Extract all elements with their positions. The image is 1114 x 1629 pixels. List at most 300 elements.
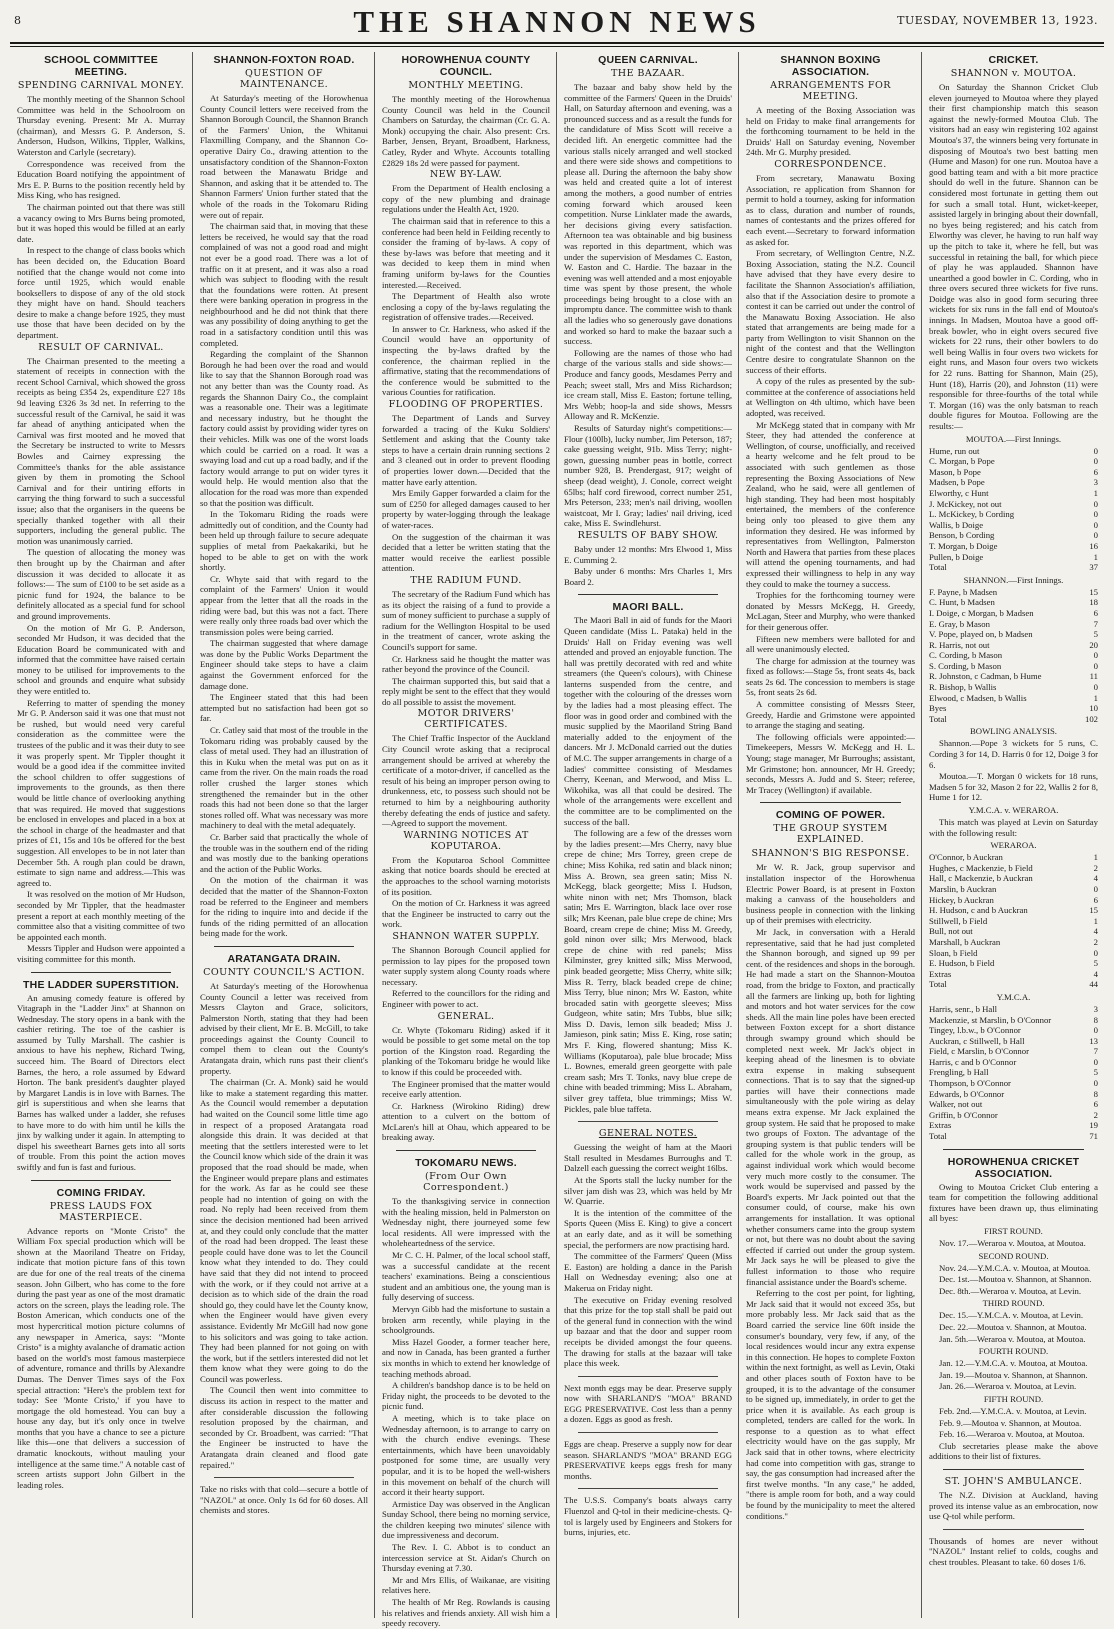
article-paragraph: The chairman pointed out that there was still a vacancy owing to Mrs Burns being promoted, but it was hoped this would be filled at an early date. [17,201,185,244]
scorecard-row [929,1131,1098,1142]
runs-value: 6 [1093,607,1098,618]
article-paragraph: Correspondence was received from the Education Board notifying the appointment of Mrs E. P. Burns to the position recently held by Miss King, who has resigned. [17,158,185,201]
runs-value: 6 [1093,894,1098,905]
scorecard-row [929,905,1098,916]
batsman-entry: S. Cording, b Mason [929,660,1002,671]
batsman-entry: R. Bishop, b Wallis [929,682,997,693]
article-paragraph: In answer to Cr. Harkness, who asked if the Council would have an opportunity of inspecting the by-laws drafted by the conference, the chairman replied in the affirmative, stating that the recommendations of the conference would be submitted to the various Counties for ratification. [382,323,550,398]
column-2 [192,52,375,1618]
runs-value: 0 [1093,660,1098,671]
scorecard-row [929,597,1098,608]
article-paragraph: The chairman suggested that where damage was done by the Public Works Department the Engineer should take steps to have a claim against the Government enforced for the damage done. [200,638,368,691]
scorecard [929,852,1098,990]
article-paragraph: Baby under 12 months: Mrs Elwood 1, Miss E. Cumming 2. [564,543,732,565]
article-subheading: (From Our Own Correspondent.) [423,1171,509,1194]
scorecard-row [929,1004,1098,1015]
scorecard-row [929,1025,1098,1036]
masthead [0,0,1114,40]
batsman-entry: Madsen, b Pope [929,477,985,488]
article-paragraph: At Saturday's meeting of the Horowhenua County Council letters were received from the Shannon Borough Council, the Shannon Branch of the Farmers' Union, the Whitanui Flaxmilling Company, and the Shannon Co-operative Dairy Co., drawing attention to the unsatisfactory condition of the Shannon-Foxton road between the Manawatu Bridge and Shannon, and asking that it be attended to. The Shannon Farmers' Union further stated that the whole of the roads in the Tokomaru Riding were out of repair. [200,93,368,220]
runs-value: 5 [1093,629,1098,640]
article-paragraph: Jan. 19.—Moutoa v. Shannon, at Shannon. [939,1369,1088,1380]
runs-value: 1 [1093,692,1098,703]
scorecard-row [929,714,1098,725]
columns-container [10,52,1104,1629]
batsman-entry: Marshall, b Auckran [929,936,1001,947]
runs-value: 4 [1093,873,1098,884]
batsman-entry: H. Hudson, c and b Auckran [929,905,1028,916]
article-subheading: ST. JOHN'S AMBULANCE. [944,1475,1083,1487]
batsman-entry: Benson, b Cording [929,530,995,541]
article-paragraph: Referred to the councillors for the riding and Engineer with power to act. [382,988,550,1009]
scorecard-row [929,1015,1098,1026]
scorecard-row [929,629,1098,640]
article-paragraph: The chairman supported this, but said that a reply might be sent to the effect that they would do all possible to assist the movement. [382,675,550,707]
batsman-entry: Harris, c and b O'Connor [929,1056,1017,1067]
batsman-entry: E. Hudson, b Field [929,958,995,969]
article-subheading: THE GROUP SYSTEM EXPLAINED. [773,823,888,846]
article-paragraph: The chairman said that, in moving that these letters be received, he would say that the road complained of was not a good road and might not ever be a good road. There was a lot of traffic on it at present, and it was also a road which was subject to flooding with the result that the foundations were rotten. At present there were banking operation in progress in the neighbourhood and he did not think that there was any possibility of doing anything to get the road in a satisfactory condition until this was completed. [200,221,368,348]
article-paragraph: The Engineer promised that the matter would receive early attention. [382,1078,550,1100]
runs-value: 13 [1089,1035,1098,1046]
scorecard-row [929,958,1098,969]
article-subheading: GENERAL. [437,1010,495,1022]
scorecard-row [929,1067,1098,1078]
article-paragraph: Cr. Whyte said that with regard to the complaint of the Farmers' Union it would appear from the letter that all the roads in the riding were bad, but this was not a fact. There were really only three roads bad over which the transmission poles were being carried. [200,573,368,637]
scorecard-row [929,530,1098,541]
newspaper-title: THE SHANNON NEWS [353,4,761,39]
batsman-entry: V. Pope, played on, b Madsen [929,629,1033,640]
article-paragraph: Mr and Mrs Ellis, of Waikanae, are visiting relatives here. [382,1574,550,1596]
article-paragraph: From secretary, Manawatu Boxing Association, re application from Shannon for permit to hold a tourney, asking for information as to class, duration and number of rounds, names of contestants and the prizes offered for each event.—Secretary to forward information as asked for. [746,172,915,247]
article-paragraph: Referring to matter of spending the money Mr G. P. Anderson said it was one that must not be rushed, but would need very careful consideration as the committee were the trustees of the public and it was their duty to see it was properly spent. Mr Tippler thought it would be a good idea if the committee invited the school children to offer suggestions of improvements to the grounds, as then there would be little chance of overlooking anything that was required. He moved that suggestions be enclosed in envelopes and placed in a box at the school in charge of the headmaster and that prizes of £1, 15s and 10s be offered for the best suggestion. All envelopes to be in not later than December 5th. A rough plan could be drawn, estimate to sign name and address.—This was agreed to. [17,697,185,888]
runs-value: 20 [1089,639,1098,650]
article-paragraph: A meeting, which is to take place on Wednesday afternoon, is to arrange to carry on with the church endive evenings. These entertainments, which have been unavoidably postponed for some time, are usually very popular, and it is to be hoped the well-wishers in this movement on behalf of the church will accord it their hearty support. [382,1412,550,1498]
article-paragraph: Mr McKegg stated that in company with Mr Steer, they had attended the conference at Wellington, of course, unofficially, and received a hearty welcome and he felt proud to be associated with such gentlemen as those representing the Boxing Associations of New Zealand, who he said, were all gentlemen of high standing. They had been most hospitably entertained, the members of the conference being only too pleased to give them any information they desired. He was informed by representatives from Wellington, Palmerston North and Hawera that parties from these places will attend the opening tournaments, and had expressed their willingness to help in any way they could to make the tourney a success. [746,419,915,589]
article-subheading: MONTHLY MEETING. [408,80,524,91]
batsman-entry: R. Johnston, c Cadman, b Hume [929,671,1042,682]
batsman-entry: Pullen, b Doige [929,551,984,562]
scorecard-row [929,520,1098,531]
article-paragraph: The Department of Health also wrote enclosing a copy of the by-laws regulating the registration of offensive trades.—Received. [382,291,550,323]
scorecard-row [929,509,1098,520]
article-paragraph: The Shannon Borough Council applied for permission to lay pipes for the proposed town water supply system along County roads where necessary. [382,944,550,987]
section-divider [578,1488,718,1489]
article-paragraph: On the suggestion of the chairman it was decided that a letter be written stating that the matter would receive the earliest possible attention. [382,531,550,574]
scorecard-row [929,979,1098,990]
article-subheading: THE RADIUM FUND. [410,574,522,586]
runs-value: 11 [1089,671,1098,682]
masthead-rule-thin [10,46,1104,47]
scorecard-row [929,446,1098,457]
runs-value: 102 [1084,713,1098,724]
runs-value: 2 [1093,1109,1098,1120]
batsman-entry: Hume, run out [929,445,980,456]
article-subheading: ARRANGEMENTS FOR MEETING. [770,80,891,102]
article-paragraph: From secretary, of Wellington Centre, N.Z. Boxing Association, stating the N.Z. Council have advised that they have every desire to facilitate the Shannon Association's affiliation, also that if the Association desire to promote a contest it can be carried out under the control of the Manawatu Boxing Association. He also stated that arrangements are being made for a party from Wellington to visit Shannon on the night of the contest and that the Wellington Centre desire to congratulate Shannon on the success of their efforts. [746,248,915,375]
batsman-entry: Byes [929,703,947,714]
article-headline: HOROWHENUA CRICKET ASSOCIATION. [947,1155,1080,1180]
article-paragraph: Cr. Catley said that most of the trouble in the Tokomaru riding was probably caused by the class of metal used. They had an illustration of this in Kuku when the metal was put on as it came from the river. On the main roads the road roller crushed the larger stones which strengthened the remainder but in the other roads this had not been done so that the larger stones rolled off. What was necessary was more machinery to deal with the metal adequately. [200,725,368,831]
scorecard-row [929,552,1098,563]
article-paragraph: On Saturday the Shannon Cricket Club eleven journeyed to Moutoa where they played their first championship match this season against the newly-formed Moutoa Club. The visitors had an easy win registering 102 against Moutoa's 37, the winners being very fortunate in disposing of Moutoa's two best batting men (Hume and Mason) for one run. Moutoa have a good batting team and with a bit more practice should do well in the future. Shannon can be considered most fortunate in getting them out for such a small total. Hunt, wicket-keeper, assisted largely in bringing about their downfall, no byes being registered; and his catch from Elworthy was clever, he having to run half way up the pitch to take it, where he fell, but was successful in retaining the ball, for which piece of play he was applauded. Shannon have unearthed a good bowler in C. Cording, who in three overs secured three wickets for five runs. Doidge was also in good form securing three wickets for six runs in the fall end of Moutoa's innings. In Madsen, Moutoa have a good off-break bowler, who in eight overs secured five wickets for 22 runs, their other bowlers to do well being Wallis in four overs two wickets for eight runs, and Mason four overs two wickets for 22 runs. Batting for Shannon, Main (25), Hunt (18), Harris (20), and Johnston (11) were responsible for three-fourths of the total while T. Morgan (16) was the only batsman to reach double figures for Moutoa. Following are the results:— [929,82,1099,431]
article-paragraph: Feb. 16.—Weraroa v. Moutoa, at Moutoa. [939,1429,1085,1440]
article-paragraph: A committee consisting of Messrs Steer, Greedy, Hardie and Grimstone were appointed to arrange the staging and seating. [746,699,915,731]
article-subheading: SPENDING CARNIVAL MONEY. [17,80,185,91]
article-paragraph: Mervyn Gibb had the misfortune to sustain a broken arm recently, while playing in the schoolgrounds. [382,1304,550,1336]
advertisement: Thousands of homes are never without "NAZOL" Instant relief to colds, coughs and chest troubles. Pleasant to take. 60 doses 1/6. [929,1535,1098,1567]
column-5 [738,52,922,1618]
scorecard-heading: THIRD ROUND. [982,1298,1045,1309]
batsman-entry: Extras [929,968,952,979]
article-paragraph: This match was played at Levin on Saturday with the following result: [929,817,1098,838]
section-divider [578,594,718,595]
scorecard-row [929,1099,1098,1110]
batsman-entry: L. McKickey, b Cording [929,509,1015,520]
batsman-entry: Auckran, c Stillwell, b Hall [929,1035,1025,1046]
scorecard-row [929,1036,1098,1047]
column-4 [556,52,739,1618]
scorecard-row [929,477,1098,488]
article-paragraph: Results of Saturday night's competitions:—Flour (100lb), lucky number, Jim Peterson, 187; cake guessing weight, 91b. Miss Terry; night-gown, guessing number peas in bottle, correct number 928, B. Prendergast, 917; weight of sheep (dead weight), J. Conole, correct weight 65lbs; half cord firewood, correct number 251, Mrs Peterson, 233; men's nail driving, woollen waistcoat, Mr I. Gray; ladies' nail driving, iced cake, Miss E. Swindlehurst. [564,423,732,529]
scorecard-heading: Y.M.C.A. [996,991,1031,1002]
batsman-entry: Stillwell, b Field [929,915,988,926]
scorecard-row [929,1078,1098,1089]
article-paragraph: Cr. Barber said that practically the whole of the trouble was in the southern end of the riding and was mostly due to the banking operations and the action of the Public Works. [200,831,368,874]
article-paragraph: Nov. 17.—Weraroa v. Moutoa, at Moutoa. [939,1238,1086,1248]
section-divider [31,1180,171,1181]
scorecard-row [929,916,1098,927]
section-divider [943,1529,1084,1530]
article-paragraph: It was resolved on the motion of Mr Hudson, seconded by Mr Tippler, that the headmaster present a report at each monthly meeting of the committee also that a visiting committee of two be appointed each month. [17,889,185,942]
scorecard-row [929,884,1098,895]
article-headline: MAORI BALL. [612,601,684,614]
batsman-entry: O'Connor, b Auckran [929,852,1003,863]
article-paragraph: The Rev. I. C. Abbot is to conduct an intercession service at St. Aidan's Church on Thursday evening at 7.30. [382,1542,550,1574]
article-headline: SHANNON-FOXTON ROAD. [213,54,355,66]
batsman-entry: Total [929,979,947,990]
article-paragraph: The Engineer stated that this had been attempted but no satisfaction had been got so far. [200,692,368,724]
article-paragraph: Miss Hazel Gooder, a former teacher here, and now in Canada, has been granted a further six months in which to extend her knowledge of teaching methods abroad. [382,1336,550,1379]
article-paragraph: Baby under 6 months: Mrs Charles 1, Mrs Board 2. [564,566,732,587]
runs-value: 16 [1089,540,1098,551]
runs-value: 1 [1093,915,1098,926]
scorecard-row [929,608,1098,619]
article-paragraph: Jan. 12.—Y.M.C.A. v. Moutoa, at Moutoa. [939,1358,1088,1369]
article-paragraph: The Chief Traffic Inspector of the Auckland City Council wrote asking that a reciprocal arrangement should be arrived at whereby the certificate of a motor-driver, if cancelled as the result of his being an improper person owing to drunkenness, etc, to possess such should not be returned to him by a neighbouring authority thereby defeating the ends of justice and safety.—Agreed to support the movement. [382,733,550,829]
scorecard-row [929,671,1098,682]
runs-value: 37 [1089,562,1098,573]
article-paragraph: The monthly meeting of the Shannon School Committee was held in the Schoolroom on Thursday evening. Present: Mr A. Murray (chairman), and Messrs G. P. Anderson, S. Anderson, Hudson, Wilkins, Tippler, Walkins, Waterston and Carlyle (secretary). [17,94,185,157]
batsman-entry: Wallis, b Doige [929,519,984,530]
article-paragraph: On the motion of Mr G. P. Anderson, seconded Mr Hudson, it was decided that the Education Board be communicated with and informed that the committee have raised certain money to be utilised for improvements to the school and grounds and enquire what subsidy they were entitled to. [17,622,185,697]
column-1 [10,52,192,1618]
scorecard-row [929,587,1098,598]
article-paragraph: Shannon.—Pope 3 wickets for 5 runs, C. Cording 3 for 14, D. Harris 0 for 12, Doige 3 for 6. [929,738,1098,770]
article-subheading: SHANNON WATER SUPPLY. [392,930,540,942]
runs-value: 18 [1089,597,1098,608]
runs-value: 1 [1093,551,1098,562]
scorecard [929,1004,1098,1142]
runs-value: 1 [1093,852,1098,863]
batsman-entry: Hall, c Mackenzie, b Auckran [929,873,1033,884]
article-paragraph: Jan. 5th.—Weraroa v. Moutoa, at Moutoa. [939,1333,1086,1344]
article-subheading: SHANNON'S BIG RESPONSE. [751,848,910,860]
scorecard-heading: MOUTOA.—First Innings. [965,433,1062,444]
scorecard-heading: FIFTH ROUND. [983,1393,1044,1404]
article-headline: TOKOMARU NEWS. [415,1157,517,1170]
scorecard-row [929,852,1098,863]
article-paragraph: Cr. Whyte (Tokomaru Riding) asked if it would be possible to get some metal on the top portion of the Kingston road. Regarding the planking of the Tokomaru bridge he would like to know if this could be proceeded with. [382,1024,550,1077]
scorecard-row [929,1057,1098,1068]
article-paragraph: The executive on Friday evening resolved that this prize for the top stall shall be paid out of the general fund in connection with the wind up bazaar and that the door and supper room receipts be divided amongst the four queens. The drawing for stalls at the bazaar will take place this week. [564,1294,732,1369]
article-paragraph: A copy of the rules as presented by the sub-committee at the conference of associations held at Wellington on 4th ultimo, which have been adopted, was received. [746,376,915,419]
article-subheading: QUESTION OF MAINTENANCE. [239,68,329,90]
article-subheading: RESULTS OF BABY SHOW. [577,529,719,541]
runs-value: 0 [1093,456,1098,467]
article-paragraph: The Maori Ball in aid of funds for the Maori Queen candidate (Miss L. Pataka) held in the Druids' Hall on Friday evening was well attended and proved an enjoyable function. The hall was prettily decorated with red and white streamers (the Queen's colours), with Chinese lanterns suspended from the centre, and together with the colouring of the dresses worn by the ladies had a most pleasing effect. The floor was in good order and combined with the music supplied by the Maoriland String Band materially added to the enjoyment of the dancers. Mr J. McDonald carried out the duties of M.C. The supper arrangements in charge of a ladies' committee consisting of Mesdames Cherry, Keenan, and Merwood, and Miss L. Wikohika, was all that could be desired. The whole of the arrangements were excellent and the committee are to be complimented on the success of the ball. [564,615,732,827]
runs-value: 3 [1093,477,1098,488]
scorecard [929,446,1098,573]
article-subheading: FLOODING OF PROPERTIES. [388,399,544,411]
scorecard-row [929,682,1098,693]
scorecard-row [929,948,1098,959]
batsman-entry: Sloan, b Field [929,947,978,958]
article-paragraph: Mr W. R. Jack, group supervisor and installation inspector of the Horowhenua Electric Power Board, is at present in Foxton making a canvass of the householders and business people in connection with the linking up of their premises with electricity. [746,862,915,926]
article-paragraph: An amusing comedy feature is offered by Vitagraph in the "Ladder Jinx" at Shannon on Wednesday. The story opens in a bank with the cashier retiring. The toe of the cashier is assumed by Tully Marshall. The cashier is anxious to have his nephew, Richard Twing, succeed him. The Board of Directors elect Barnes, the hero, a role assumed by Edward Horton. The bank president's daughter played by Margaret Landis is in love with Barnes. The girl is superstitious and when she learns that Barnes has walked under a ladder, she refuses to have more to do with him until he kills the jinx by walking under it again. In attempting to dispel his sweetheart Barnes gets into all sorts of trouble. From this point the action moves swiftly and fun is fast and furious. [17,992,185,1172]
batsman-entry: Hughes, c Mackenzie, b Field [929,862,1033,873]
batsman-entry: F. Payne, b Madsen [929,586,998,597]
runs-value: 6 [1093,1099,1098,1110]
article-headline: HOROWHENUA COUNTY COUNCIL. [401,54,531,78]
advertisement: Take no risks with that cold—secure a bottle of "NAZOL" at once. Only 1s 6d for 60 doses. All chemists and stores. [200,1484,368,1516]
batsman-entry: Elworthy, c Hunt [929,487,989,498]
batsman-entry: Total [929,1131,947,1142]
article-paragraph: The following officials were appointed:—Timekeepers, Messrs W. McKegg and H. L. Young; stage manager, Mr Burroughs; assistant, Mr Grimstone; hon. announcer, Mr H. Greedy; seconds, Messrs A. Judd and S. Steer; referee, Mr Tracey (Wellington) if available. [746,731,915,795]
scorecard-row [929,703,1098,714]
article-paragraph: At the Sports stall the lucky number for the silver jam dish was 23, which was held by Mr W. Quarrie. [564,1175,732,1207]
runs-value: 71 [1089,1131,1098,1142]
article-headline: SHANNON BOXING ASSOCIATION. [780,54,881,78]
batsman-entry: J. McKickey, not out [929,498,1002,509]
article-paragraph: On the motion of the chairman it was decided that the matter of the Shannon-Foxton road be referred to the Engineer and members for the riding to inquire into and decide if the funds of the riding permitted of an allocation being made for the work. [200,875,368,939]
scorecard-heading: FIRST ROUND. [984,1226,1043,1236]
advertisement: Next month eggs may be dear. Preserve supply now with SHARLAND'S "MOA" BRAND EGG PRESERVATIVE. Cost less than a penny a dozen. Eggs as good as fresh. [564,1382,732,1425]
article-paragraph: It is the intention of the committee of the Sports Queen (Miss E. King) to give a concert at an early date, and as it will be something special, the performers are now practising hard. [564,1207,732,1250]
scorecard-row [929,1110,1098,1121]
section-divider [578,1432,718,1433]
batsman-entry: Thompson, b O'Connor [929,1078,1011,1089]
article-paragraph: Dec. 15.—Y.M.C.A. v. Moutoa, at Levin. [939,1310,1084,1321]
scorecard-heading: SECOND ROUND. [978,1250,1049,1261]
article-paragraph: The bazaar and baby show held by the committee of the Farmers' Queen in the Druids' Hall, on Saturday afternoon and evening, was a pronounced success and as a result the funds for the candidature of Miss Scott will receive a decided lift. An energetic committee had the various stalls nicely arranged and well stocked and there were side shows and competitions to please all. During the afternoon the baby show was held and created quite a lot of interest among the mothers, a good number of entries coming forward which aroused keen competition. Nurse Linklater made the awards, her decisions giving every satisfaction. Afternoon tea was obtainable and big business was reported in this department, which was under the supervision of Mesdames C. Easton, W. Easton and C. Hardie. The bazaar in the evening was well attended and a most enjoyable time was spent by those present, the whole proceedings being brought to a close with an impromptu dance. The committee wish to thank all the ladies who so generously gave donations and worked so hard to make the bazaar such a success. [564,82,732,347]
article-subheading: SHANNON v. MOUTOA. [950,68,1077,79]
runs-value: 19 [1089,1120,1098,1131]
article-paragraph: The following are a few of the dresses worn by the ladies present:—Mrs Cherry, navy blue crepe de chine; Mrs Torrey, green crepe de chine; Miss Kohika, red satin and black ninon; Miss A. Brown, sea green satin; Miss N. McKegg, black georgette; Miss I. Hudson, white ninon with net; Mrs Thomson, black satin; Mrs E. Warrington, black lace over rose silk; Mrs Keenan, pale blue crepe de chine; Mrs Board, cream crepe de chine; Miss M. Greedy, gold ninon over silk; Mrs Merwood, black crepe de chine with red panels; Miss Kilminster, grey knitted silk; Miss Merwood, pink beaded georgette; Miss Cherry, white silk; Miss R. Terry, black beaded crepe de chine; Miss Terry, blue ninon; Mrs W. Easton, white brocaded satin with georgette sleeves; Miss Gudgeon, white satin; Mrs Tubbs, blue silk; Miss D. Davis, lemon silk beaded; Miss J. Jamieson, pink satin; Miss E. King, rose satin; Mrs F. King, flowered shantung; Miss K. Williams (Koputaroa), pale blue brocade; Miss L. Bownes, emerald green georgette with pale cream sash; Mrs T. Tonks, navy blue crepe de chine with beaded trimming; Miss L. Abraham, silver grey taffeta, blue trimmings; Miss W. Pickles, pale blue taffeta. [564,828,732,1114]
scorecard-heading: Y.M.C.A. v. WERAROA. [968,805,1059,815]
article-paragraph: The chairman said that in reference to this a conference had been held in Feilding recently to consider the framing of by-laws. A copy of these by-laws was before that meeting and it was decided to keep them in mind when framing uniform by-laws for the Counties interested.—Received. [382,215,550,290]
batsman-entry: Marslin, b Auckran [929,883,997,894]
article-paragraph: In the Tokomaru Riding the roads were admittedly out of condition, and the County had been held up through failure to secure adequate supplies of metal from Paekakariki, but he hoped to be able to get on with the work shortly. [200,509,368,573]
runs-value: 10 [1089,703,1098,714]
article-paragraph: The Chairman presented to the meeting a statement of receipts in connection with the recent School Carnival, which showed the gross receipts as being £354 2s, expenditure £27 18s 9d leaving £326 3s 3d net. In referring to the successful result of the Carnival, he said it was far ahead of anything anticipated when the Carnival was first mooted and he moved that the Secretary be instructed to write to Messrs Bowles and Cairney expressing the Committee's thanks for the able assistance given by them in promoting the School Carnival and for their untiring efforts in carrying the thing forward to such a successful issue; also that the organisers in the queens be specially thanked together with all their supporters, including the general public. The motion was unanimously carried. [17,355,185,546]
scorecard-row [929,863,1098,874]
article-paragraph: The health of Mr Reg. Rowlands is causing his relatives and friends anxiety. All wish him a speedy recovery. [382,1597,550,1629]
article-paragraph: Feb. 9.—Moutoa v. Shannon, at Moutoa. [939,1417,1082,1428]
article-paragraph: Dec. 8th.—Weraroa v. Moutoa, at Levin. [939,1285,1082,1296]
runs-value: 0 [1093,650,1098,661]
article-paragraph: A children's bandshop dance is to be held on Friday night, the proceeds to be devoted to the picnic fund. [382,1380,550,1412]
runs-value: 7 [1093,618,1098,629]
article-subheading: MOTOR DRIVERS' CERTIFICATES. [417,708,515,731]
article-paragraph: A meeting of the Boxing Association was held on Friday to make final arrangements for the forthcoming tournament to be held in the Druids' Hall on Saturday evening, November 24th. Mr G. Murphy presided. [746,105,915,158]
article-paragraph: Moutoa.—T. Morgan 0 wickets for 18 runs, Madsen 5 for 32, Mason 2 for 22, Wallis 2 for 8, Hume 1 for 12. [929,771,1098,803]
section-divider [760,802,901,803]
runs-value: 0 [1093,947,1098,958]
runs-value: 2 [1093,862,1098,873]
batsman-entry: Harris, senr., b Hall [929,1003,998,1014]
article-paragraph: Mr C. C. H. Palmer, of the local school staff, was a successful candidate at the recent teachers' examinations. Being a conscientious student and an ambitious one, the young man is fully deserving of success. [382,1250,550,1303]
runs-value: 5 [1093,1067,1098,1078]
scorecard-heading: SHANNON.—First Innings. [963,574,1064,585]
scorecard-row [929,562,1098,573]
article-headline: CRICKET. [988,54,1039,66]
article-subheading: COUNTY COUNCIL'S ACTION. [203,966,365,978]
article-paragraph: At Saturday's meeting of the Horowhenua County Council a letter was received from Messrs Clayton and Grace, solicitors, Palmerston North, stating that they had been advised by their client, Mr E. B. McGill, to take proceedings against the County Council to compel them to clean out the County's Aratangata drain, which runs past their client's property. [200,980,368,1076]
batsman-entry: I. Doige, c Morgan, b Madsen [929,607,1034,618]
runs-value: 7 [1093,1046,1098,1057]
scorecard-row [929,1120,1098,1131]
batsman-entry: E. Gray, b Mason [929,618,990,629]
page-number: 8 [14,14,22,27]
article-subheading: WARNING NOTICES AT KOPUTAROA. [403,829,529,852]
article-subheading: CORRESPONDENCE. [774,158,887,170]
article-subheading: RESULT OF CARNIVAL. [38,341,164,353]
section-divider [943,1149,1084,1150]
runs-value: 8 [1093,1088,1098,1099]
batsman-entry: C. Morgan, b Pope [929,456,995,467]
article-paragraph: The committee of the Farmers' Queen (Miss E. Easton) are holding a dance in the Parish Hall on Wednesday evening; also one at Makerua on Friday night. [564,1251,732,1293]
scorecard-row [929,650,1098,661]
section-divider [578,1376,718,1377]
article-paragraph: Fifteen new members were balloted for and all were unanimously elected. [746,633,915,655]
scorecard-row [929,969,1098,980]
article-paragraph: Trophies for the forthcoming tourney were donated by Messrs McKegg, H. Greedy, McLagan, Steer and Murphy, who were thanked for their generous offer. [746,590,915,632]
scorecard [929,587,1098,725]
column-6 [921,52,1105,1618]
article-headline: SCHOOL COMMITTEE MEETING. [44,54,158,78]
batsman-entry: Bull, not out [929,926,973,937]
scorecard-row [929,499,1098,510]
batsman-entry: Mason, b Pope [929,466,981,477]
runs-value: 8 [1093,1014,1098,1025]
batsman-entry: R. Harris, not out [929,639,990,650]
batsman-entry: Total [929,713,947,724]
issue-date: TUESDAY, NOVEMBER 13, 1923. [897,14,1098,27]
runs-value: 0 [1093,445,1098,456]
article-paragraph: Dec. 1st.—Moutoa v. Shannon, at Shannon. [939,1274,1092,1285]
article-paragraph: Following are the names of those who had charge of the various stalls and side shows:—Produce and fancy goods, Mesdames Perry and Peach; sweet stall, Mrs and Miss Richardson; ice cream stall, Miss E. Easton; fortune telling, Mrs Webb; hoop-la and side shows, Messrs Alloway and R. McKenzie. [564,347,732,422]
batsman-entry: Total [929,562,947,573]
article-headline: COMING OF POWER. [775,809,886,822]
article-paragraph: The Department of Lands and Survey forwarded a tracing of the Kuku Soldiers' Settlement and asking that the County take steps to have a certain drain running sections 2 and 3 cleaned out in order to prevent flooding of properties lower down.—Decided that the matter have early attention. [382,413,550,487]
article-paragraph: Jan. 26.—Weraroa v. Moutoa, at Levin. [939,1381,1077,1392]
article-paragraph: In respect to the change of class books which has been decided on, the Education Board notified that the change would not come into force until 1925, which would enable booksellers to dispose of any of the old stock they might have on hand. Should teachers desire to make a change before 1925, they must use those that have been decided on by the department. [17,245,185,341]
article-headline: COMING FRIDAY. [56,1186,146,1199]
masthead-rule [10,42,1104,44]
runs-value: 0 [1093,519,1098,530]
runs-value: 0 [1093,509,1098,520]
article-paragraph: On the motion of Cr. Harkness it was agreed that the Engineer be instructed to carry out the work. [382,898,550,930]
article-paragraph: The monthly meeting of the Horowhenua County Council was held in the Council Chambers on Saturday, the chairman (Cr. G. A. Monk) occupying the chair. Also present: Crs. Barber, Jensen, Bryant, Broadbent, Harkness, Catley, Ryder and Whyte. Accounts totalling £2829 18s 2d were passed for payment. [382,94,550,168]
article-paragraph: From the Department of Health enclosing a copy of the new plumbing and drainage regulations under the Health Act, 1920. [382,183,550,215]
runs-value: 15 [1089,586,1098,597]
batsman-entry: C. Hunt, b Madsen [929,597,995,608]
scorecard-row [929,467,1098,478]
scorecard-row [929,456,1098,467]
article-paragraph: The N.Z. Division at Auckland, having proved its intense value as an embrocation, now use Q-tol while perform. [929,1489,1098,1522]
batsman-entry: Mackenzie, st Marslin, b O'Connor [929,1014,1052,1025]
section-divider [214,946,354,947]
scorecard-row [929,488,1098,499]
scorecard-row [929,1046,1098,1057]
article-subheading: NEW BY-LAW. [429,169,503,181]
batsman-entry: Griffin, b O'Connor [929,1109,998,1120]
scorecard-row [929,873,1098,884]
batsman-entry: Field, c Marslin, b O'Connor [929,1046,1030,1057]
batsman-entry: Tingey, l.b.w., b O'Connor [929,1025,1021,1036]
column-3 [374,52,557,1629]
section-divider [943,1469,1084,1470]
runs-value: 1 [1093,487,1098,498]
runs-value: 2 [1093,936,1098,947]
article-paragraph: The question of allocating the money was then brought up by the Chairman and after discussion it was decided to allocate it as follows:— The sum of £100 to be set aside as a picnic fund for 1924, the balance to be definitely allocated as a special fund for school and ground improvements. [17,547,185,621]
article-paragraph: Armistice Day was observed in the Anglican Sunday School, there being no morning service, the children keeping two minutes' silence with due impressiveness and decorum. [382,1498,550,1541]
article-paragraph: Dec. 22.—Moutoa v. Shannon, at Moutoa. [939,1321,1087,1332]
scorecard-heading: BOWLING ANALYSIS. [970,726,1057,737]
runs-value: 0 [1093,1025,1098,1036]
article-headline: QUEEN CARNIVAL. [598,54,698,66]
scorecard-heading: FOURTH ROUND. [978,1346,1049,1357]
runs-value: 0 [1093,1056,1098,1067]
runs-value: 5 [1093,958,1098,969]
scorecard-heading: WERAROA. [990,840,1037,851]
runs-value: 6 [1093,466,1098,477]
article-subheading: THE BAZAAR. [611,68,685,79]
article-paragraph: Messrs Tippler and Hudson were appointed a visiting committee for this month. [17,943,185,964]
batsman-entry: Edwards, b O'Connor [929,1088,1005,1099]
article-paragraph: Feb. 2nd.—Y.M.C.A. v. Moutoa, at Levin. [939,1405,1087,1416]
article-paragraph: Owing to Moutoa Cricket Club entering a team for competition the following additional fixtures have been drawn up, thus eliminating all byes: [929,1181,1098,1224]
article-subheading: GENERAL NOTES. [598,1128,698,1140]
article-paragraph: Referring to the cost per point, for lighting, Mr Jack said that it would not exceed 35s, but more probably less. Mr Jack said that as the Board carried the service line 60ft inside the consumer's boundary, very few, if any, of the local residences would incur any extra expense in this connection. He hopes to complete Foxton within the next fortnight, as well as Levin, Otaki and other places south of Foxton have to be grouped, it is to the advantage of the consumer to be signed up, immediately, in order to get the price when it is available. As each group is completed, tenders are called for the work. In response to a question as to what effect electricity would have on the gas supply, Mr Jack said that in other towns, where electricity had come into competition with gas, strange to say, the gas consumption had increased after the first twelve months. "In any case," he added, "there is ample room for both, and a way could be found by the municipality to meet the altered conditions." [746,1288,915,1521]
article-headline: ARATANGATA DRAIN. [227,952,341,965]
section-divider [396,1150,536,1151]
runs-value: 15 [1089,905,1098,916]
scorecard-row [929,541,1098,552]
advertisement: Eggs are cheap. Preserve a supply now for dear season. SHARLAND'S "MOA" BRAND EGG PRESERVATIVE keeps eggs fresh for many months. [564,1439,732,1481]
article-paragraph: The secretary of the Radium Fund which has as its object the raising of a fund to provide a sum of money sufficient to purchase a supply of radium for the Wellington Hospital to be used in the treatment of cancer, wrote asking the Council's support for same. [382,588,550,652]
runs-value: 4 [1093,926,1098,937]
article-paragraph: Cr. Harkness said he thought the matter was rather beyond the province of the Council. [382,653,550,675]
runs-value: 44 [1089,979,1098,990]
batsman-entry: Extras [929,1120,952,1131]
batsman-entry: T. Morgan, b Doige [929,540,998,551]
runs-value: 3 [1093,1003,1098,1014]
section-divider [31,972,171,973]
scorecard-row [929,937,1098,948]
scorecard-row [929,640,1098,651]
